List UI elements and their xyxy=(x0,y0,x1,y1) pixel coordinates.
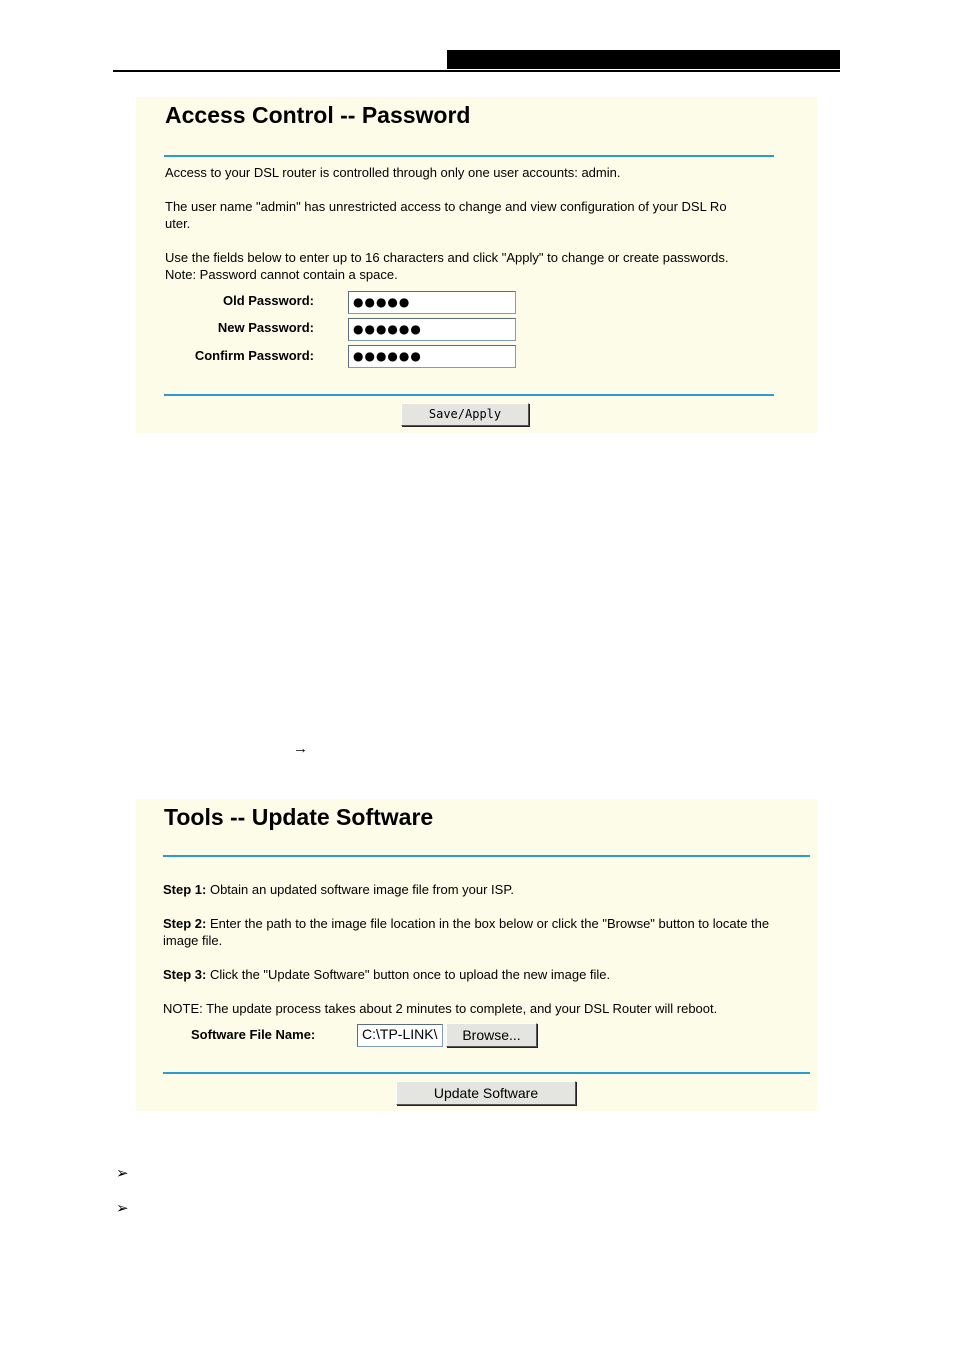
old-password-field[interactable]: ●●●●● xyxy=(348,291,516,314)
save-apply-button[interactable]: Save/Apply xyxy=(401,403,529,426)
page-title: Access Control -- Password xyxy=(165,102,471,128)
confirm-password-field[interactable]: ●●●●●● xyxy=(348,345,516,368)
arrow-icon: → xyxy=(293,740,308,757)
step-1-text xyxy=(163,881,514,898)
password-panel xyxy=(136,97,817,433)
bottom-divider xyxy=(164,394,774,396)
new-password-label: New Password: xyxy=(217,320,314,335)
top-divider xyxy=(164,155,774,157)
info-line-2a: The user name "admin" has unrestricted access to change and view configuration of your DSL Ro xyxy=(165,199,727,214)
bullet-icon: ➢ xyxy=(116,1165,129,1182)
info-line-1: Access to your DSL router is controlled through only one user accounts: admin. xyxy=(165,165,621,180)
header-rule xyxy=(113,70,840,72)
bottom-divider xyxy=(163,1072,810,1074)
bullet-icon: ➢ xyxy=(116,1200,129,1217)
confirm-password-label: Confirm Password: xyxy=(194,348,314,363)
step-3-body: Click the "Update Software" button once to upload the new image file. xyxy=(206,967,611,982)
header-bar xyxy=(447,50,840,69)
browse-button[interactable]: Browse... xyxy=(446,1023,537,1047)
section-title: Tools -- Update Software xyxy=(164,804,434,830)
step-1-label: Step 1: xyxy=(163,882,207,897)
step-3-text xyxy=(163,966,610,983)
step-2-text xyxy=(163,915,769,932)
step-2-body: Enter the path to the image file location in the box below or click the "Browse" button to locate the xyxy=(206,916,770,931)
software-file-label: Software File Name: xyxy=(191,1027,316,1042)
step-2-label: Step 2: xyxy=(163,916,207,931)
step-2-text-cont: image file. xyxy=(163,933,223,948)
info-line-3b: Note: Password cannot contain a space. xyxy=(165,267,398,282)
software-file-field[interactable]: C:\TP-LINK\ xyxy=(357,1024,443,1047)
info-line-2b: uter. xyxy=(165,216,191,231)
step-1-body: Obtain an updated software image file from your ISP. xyxy=(206,882,514,897)
old-password-label: Old Password: xyxy=(222,293,314,308)
note-text: NOTE: The update process takes about 2 minutes to complete, and your DSL Router will reboot. xyxy=(163,1001,718,1016)
update-software-button[interactable]: Update Software xyxy=(396,1081,576,1105)
info-line-3a: Use the fields below to enter up to 16 characters and click "Apply" to change or create passwords. xyxy=(165,250,729,265)
new-password-field[interactable]: ●●●●●● xyxy=(348,318,516,341)
top-divider xyxy=(163,855,810,857)
update-panel xyxy=(136,799,817,1111)
step-3-label: Step 3: xyxy=(163,967,207,982)
